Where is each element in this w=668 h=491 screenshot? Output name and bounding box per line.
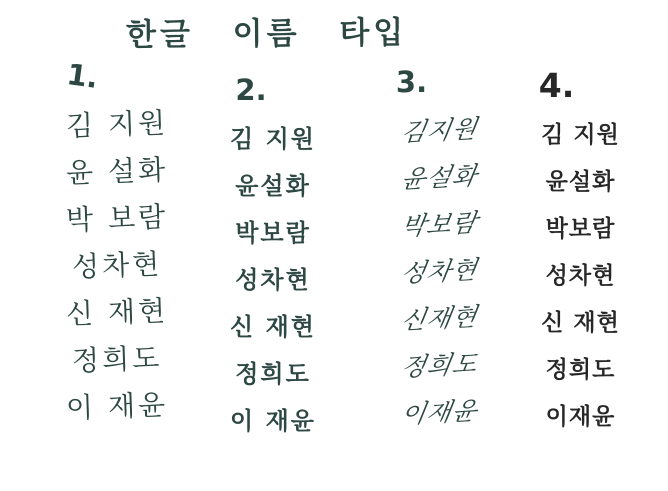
name-entry: 김 지원 — [541, 122, 620, 148]
page-title: 한글 이름 타입 — [125, 14, 408, 54]
name-entry: 신 재현 — [541, 310, 620, 336]
name-entry: 신 재현 — [230, 313, 316, 341]
column-1-number: 1. — [65, 56, 101, 95]
column-3-number: 3. — [395, 64, 428, 99]
name-entry: 성차현 — [71, 246, 163, 284]
column-4-number: 4. — [538, 66, 575, 105]
name-entry: 정희도 — [71, 340, 163, 378]
name-entry: 성차현 — [545, 263, 616, 289]
name-entry: 윤설화 — [235, 172, 311, 200]
name-entry: 윤설화 — [545, 169, 616, 195]
name-entry: 윤설화 — [398, 160, 480, 194]
name-entry: 김 지원 — [65, 105, 169, 143]
name-entry: 박 보람 — [65, 199, 169, 237]
name-entry: 정희도 — [235, 360, 311, 388]
name-entry: 정희도 — [545, 357, 616, 383]
name-entry: 윤 설화 — [65, 152, 169, 190]
name-entry: 성차현 — [398, 254, 480, 288]
name-entry: 신재현 — [398, 301, 480, 335]
name-entry: 박보람 — [398, 207, 480, 241]
column-3 — [362, 58, 517, 434]
column-4 — [508, 62, 653, 438]
column-1 — [32, 52, 202, 428]
column-2 — [198, 66, 348, 442]
name-entry: 이 재윤 — [230, 407, 316, 435]
name-entry: 박보람 — [235, 219, 311, 247]
name-entry: 성차현 — [235, 266, 311, 294]
name-entry: 김지원 — [398, 113, 480, 147]
name-entry: 박보람 — [545, 216, 616, 242]
name-entry: 정희도 — [398, 348, 480, 382]
name-entry: 이 재윤 — [65, 387, 169, 425]
name-entry: 이재윤 — [545, 404, 616, 430]
name-entry: 신 재현 — [65, 293, 169, 331]
name-entry: 이재윤 — [398, 395, 480, 429]
column-2-number: 2. — [235, 72, 267, 107]
name-entry: 김 지원 — [230, 125, 316, 153]
